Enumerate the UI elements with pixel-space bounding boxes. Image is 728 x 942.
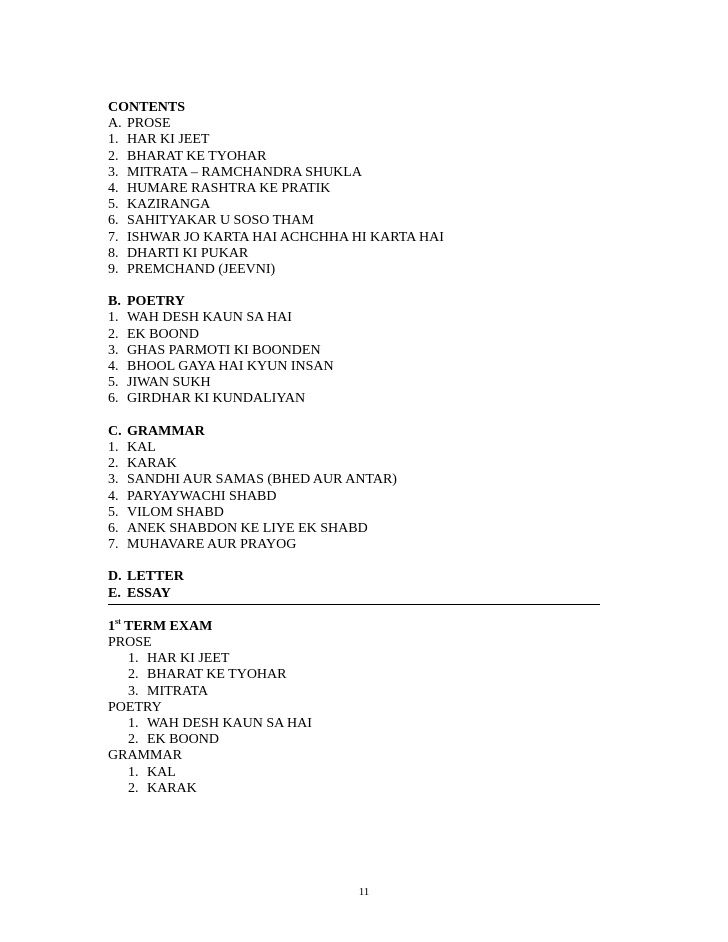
section-letter: B.: [108, 294, 121, 310]
list-item-number: 9.: [108, 261, 119, 277]
term-ordinal-number: 1: [108, 618, 115, 634]
section-title: ESSAY: [127, 585, 171, 601]
list-item: [108, 165, 608, 181]
term-list-item-label: WAH DESH KAUN SA HAI: [147, 715, 312, 731]
term-list-item: [108, 781, 608, 797]
term-list-item-label: MITRATA: [147, 683, 209, 699]
list-item-label: GHAS PARMOTI KI BOONDEN: [127, 342, 321, 358]
term-list-item-number: 2.: [128, 780, 139, 796]
extra-sections: [108, 569, 608, 601]
list-item-label: HAR KI JEET: [127, 132, 210, 148]
term-list-item: [108, 732, 608, 748]
list-item-label: ANEK SHABDON KE LIYE EK SHABD: [127, 520, 368, 536]
list-item: [108, 213, 608, 229]
list-item: [108, 489, 608, 505]
list-item-number: 4.: [108, 359, 119, 374]
list-item: [108, 343, 608, 359]
term-list-item: [108, 765, 608, 781]
term-list-item-number: 1.: [128, 651, 139, 667]
list-item-label: PARYAYWACHI SHABD: [127, 488, 277, 504]
term-exam-groups: [108, 635, 608, 797]
list-item: [108, 440, 608, 456]
term-list-item-label: KARAK: [147, 780, 197, 796]
list-item-label: VILOM SHABD: [127, 504, 224, 520]
list-item-label: BHARAT KE TYOHAR: [127, 148, 267, 164]
list-item-label: KAZIRANGA: [127, 197, 211, 213]
list-item-label: PREMCHAND (JEEVNI): [127, 261, 276, 277]
document-page: [108, 100, 608, 797]
section-letter: A.: [108, 116, 122, 132]
list-item-label: HUMARE RASHTRA KE PRATIK: [127, 180, 331, 196]
term-list-item-label: HAR KI JEET: [147, 651, 230, 667]
spacer: [108, 278, 608, 294]
term-list-item-label: KAL: [147, 764, 176, 780]
list-item-number: 5.: [108, 504, 119, 520]
section-heading: [108, 294, 608, 310]
list-item-number: 1.: [108, 132, 119, 148]
section-letter: E.: [108, 585, 121, 601]
list-item-number: 8.: [108, 245, 119, 261]
term-list-item: [108, 651, 608, 667]
term-group-name: POETRY: [108, 699, 162, 715]
list-item-number: 4.: [108, 180, 119, 196]
list-item-label: EK BOOND: [127, 326, 199, 342]
list-item: [108, 505, 608, 521]
list-item-number: 3.: [108, 342, 119, 358]
list-item-label: JIWAN SUKH: [127, 375, 211, 391]
section-letter: D.: [108, 569, 122, 585]
list-item: [108, 375, 608, 391]
list-item: [108, 132, 608, 148]
term-exam-heading: [108, 616, 608, 635]
list-item-label: MUHAVARE AUR PRAYOG: [127, 537, 297, 553]
list-item-label: GIRDHAR KI KUNDALIYAN: [127, 391, 306, 407]
list-item: [108, 181, 608, 197]
contents-heading: CONTENTS: [108, 100, 186, 115]
term-list-item: [108, 716, 608, 732]
section-heading: [108, 569, 608, 585]
page-number: 11: [358, 886, 370, 898]
list-item: [108, 537, 608, 553]
term-list-item-number: 1.: [128, 764, 139, 780]
list-item-number: 3.: [108, 472, 119, 488]
list-item-number: 5.: [108, 375, 119, 391]
list-item-number: 6.: [108, 520, 119, 536]
term-list-item-label: BHARAT KE TYOHAR: [147, 667, 287, 683]
list-item-label: WAH DESH KAUN SA HAI: [127, 310, 292, 326]
list-item: [108, 456, 608, 472]
list-item: [108, 149, 608, 165]
spacer: [108, 553, 608, 569]
list-item-label: DHARTI KI PUKAR: [127, 245, 249, 261]
section-heading: [108, 424, 608, 440]
list-item: [108, 327, 608, 343]
list-item: [108, 472, 608, 488]
section-title: PROSE: [127, 116, 171, 132]
list-item-label: KARAK: [127, 456, 177, 472]
list-item-number: 7.: [108, 229, 119, 245]
term-list-item-number: 1.: [128, 715, 139, 731]
list-item-number: 6.: [108, 391, 119, 407]
list-item-label: SAHITYAKAR U SOSO THAM: [127, 213, 314, 229]
list-item-number: 7.: [108, 537, 119, 553]
list-item-label: SANDHI AUR SAMAS (BHED AUR ANTAR): [127, 472, 397, 488]
list-item-label: KAL: [127, 439, 156, 455]
term-list-item: [108, 684, 608, 700]
list-item-label: MITRATA – RAMCHANDRA SHUKLA: [127, 164, 362, 180]
section-heading: [108, 586, 608, 602]
list-item-number: 6.: [108, 213, 119, 229]
term-list-item-label: EK BOOND: [147, 732, 219, 748]
section-title: LETTER: [127, 569, 184, 585]
list-item-number: 5.: [108, 197, 119, 213]
list-item-number: 1.: [108, 439, 119, 455]
term-list-item-number: 3.: [128, 683, 139, 699]
term-list-item: [108, 667, 608, 683]
section-title: POETRY: [127, 294, 185, 310]
list-item: [108, 262, 608, 278]
term-exam-title: TERM EXAM: [124, 618, 213, 634]
section-title: GRAMMAR: [127, 423, 205, 439]
list-item: [108, 310, 608, 326]
section-heading: [108, 116, 608, 132]
list-item: [108, 246, 608, 262]
list-item-label: BHOOL GAYA HAI KYUN INSAN: [127, 359, 334, 374]
term-list-item-number: 2.: [128, 732, 139, 748]
list-item: [108, 230, 608, 246]
list-item: [108, 391, 608, 407]
list-item-number: 3.: [108, 164, 119, 180]
list-item-number: 4.: [108, 488, 119, 504]
list-item-number: 1.: [108, 310, 119, 326]
horizontal-rule: [108, 604, 600, 605]
term-ordinal-suffix: st: [115, 616, 121, 626]
spacer: [108, 408, 608, 424]
list-item: [108, 197, 608, 213]
list-item-number: 2.: [108, 326, 119, 342]
term-list-item-number: 2.: [128, 667, 139, 683]
section-letter: C.: [108, 423, 122, 439]
list-item: [108, 359, 608, 375]
list-item-number: 2.: [108, 148, 119, 164]
term-group-name: GRAMMAR: [108, 748, 182, 764]
term-group-name: PROSE: [108, 635, 152, 650]
contents-sections: [108, 116, 608, 569]
list-item-label: ISHWAR JO KARTA HAI ACHCHHA HI KARTA HAI: [127, 229, 444, 245]
list-item-number: 2.: [108, 456, 119, 472]
list-item: [108, 521, 608, 537]
